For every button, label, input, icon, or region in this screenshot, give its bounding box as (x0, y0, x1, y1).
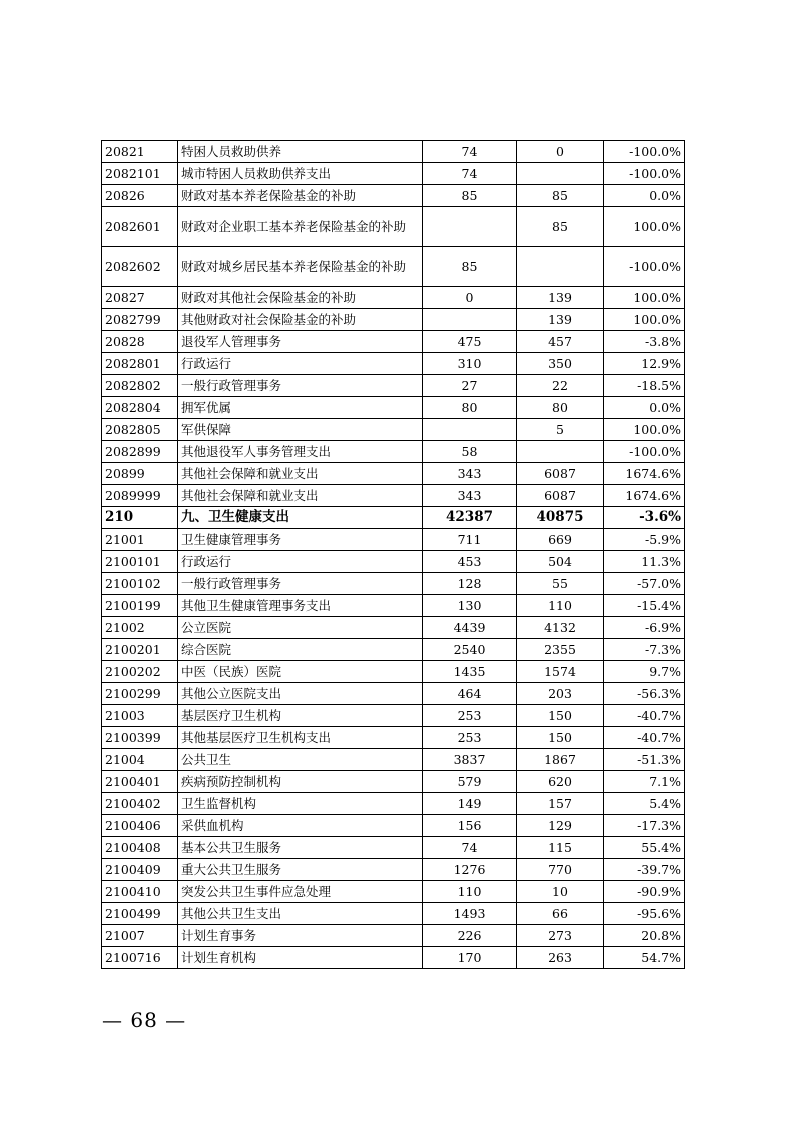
row-name: 财政对企业职工基本养老保险基金的补助 (178, 207, 423, 247)
row-change-pct: -90.9% (604, 881, 685, 903)
row-change-pct: 100.0% (604, 309, 685, 331)
row-name: 基层医疗卫生机构 (178, 705, 423, 727)
row-change-pct: -17.3% (604, 815, 685, 837)
row-value-curr: 4132 (517, 617, 604, 639)
table-row (102, 485, 685, 507)
row-name: 一般行政管理事务 (178, 573, 423, 595)
table-row (102, 925, 685, 947)
row-change-pct: -100.0% (604, 141, 685, 163)
row-name: 城市特困人员救助供养支出 (178, 163, 423, 185)
row-value-prev: 3837 (423, 749, 517, 771)
row-value-prev (423, 309, 517, 331)
row-value-prev: 170 (423, 947, 517, 969)
row-change-pct: 7.1% (604, 771, 685, 793)
row-code: 2082804 (102, 397, 178, 419)
row-code: 20827 (102, 287, 178, 309)
table-row (102, 617, 685, 639)
row-value-curr: 55 (517, 573, 604, 595)
row-code: 2100399 (102, 727, 178, 749)
table-row (102, 837, 685, 859)
table-row (102, 793, 685, 815)
row-value-curr: 6087 (517, 485, 604, 507)
row-change-pct: 11.3% (604, 551, 685, 573)
row-change-pct: -6.9% (604, 617, 685, 639)
row-value-curr: 350 (517, 353, 604, 375)
row-name: 公立医院 (178, 617, 423, 639)
row-change-pct: 1674.6% (604, 463, 685, 485)
row-name: 其他公立医院支出 (178, 683, 423, 705)
table-row (102, 375, 685, 397)
row-value-prev: 74 (423, 141, 517, 163)
table-row (102, 141, 685, 163)
row-value-curr: 457 (517, 331, 604, 353)
row-value-curr: 157 (517, 793, 604, 815)
row-name: 计划生育机构 (178, 947, 423, 969)
row-name: 财政对基本养老保险基金的补助 (178, 185, 423, 207)
row-name: 财政对其他社会保险基金的补助 (178, 287, 423, 309)
table-row (102, 185, 685, 207)
row-value-prev: 0 (423, 287, 517, 309)
row-value-curr: 22 (517, 375, 604, 397)
row-code: 2100201 (102, 639, 178, 661)
row-value-prev: 80 (423, 397, 517, 419)
row-change-pct: 0.0% (604, 185, 685, 207)
row-change-pct: -57.0% (604, 573, 685, 595)
row-code: 2082101 (102, 163, 178, 185)
row-value-curr: 10 (517, 881, 604, 903)
row-change-pct: -40.7% (604, 727, 685, 749)
row-value-prev (423, 207, 517, 247)
table-row (102, 815, 685, 837)
row-code: 2082805 (102, 419, 178, 441)
row-value-prev: 149 (423, 793, 517, 815)
row-change-pct: 1674.6% (604, 485, 685, 507)
row-name: 基本公共卫生服务 (178, 837, 423, 859)
row-value-prev: 74 (423, 163, 517, 185)
row-change-pct: -39.7% (604, 859, 685, 881)
row-value-prev: 310 (423, 353, 517, 375)
row-code: 2100716 (102, 947, 178, 969)
row-change-pct: 5.4% (604, 793, 685, 815)
row-change-pct: -56.3% (604, 683, 685, 705)
row-value-curr: 620 (517, 771, 604, 793)
row-name: 退役军人管理事务 (178, 331, 423, 353)
table-row (102, 683, 685, 705)
row-change-pct: 55.4% (604, 837, 685, 859)
row-value-curr (517, 163, 604, 185)
row-code: 210 (102, 507, 178, 529)
table-row (102, 441, 685, 463)
row-value-curr: 85 (517, 185, 604, 207)
row-code: 21001 (102, 529, 178, 551)
row-value-prev: 253 (423, 705, 517, 727)
row-value-prev: 1276 (423, 859, 517, 881)
row-value-curr: 40875 (517, 507, 604, 529)
row-value-prev: 226 (423, 925, 517, 947)
row-value-prev: 128 (423, 573, 517, 595)
row-code: 2082602 (102, 247, 178, 287)
row-code: 20828 (102, 331, 178, 353)
row-name: 综合医院 (178, 639, 423, 661)
row-code: 21007 (102, 925, 178, 947)
row-value-curr: 85 (517, 207, 604, 247)
row-change-pct: 9.7% (604, 661, 685, 683)
row-change-pct: 12.9% (604, 353, 685, 375)
row-code: 2082799 (102, 309, 178, 331)
row-value-curr: 1867 (517, 749, 604, 771)
row-value-prev: 85 (423, 185, 517, 207)
row-value-curr: 80 (517, 397, 604, 419)
row-value-curr: 203 (517, 683, 604, 705)
row-value-prev: 27 (423, 375, 517, 397)
row-value-curr: 139 (517, 309, 604, 331)
row-name: 其他卫生健康管理事务支出 (178, 595, 423, 617)
table-row (102, 881, 685, 903)
row-code: 2100202 (102, 661, 178, 683)
table-row (102, 207, 685, 247)
row-value-prev: 579 (423, 771, 517, 793)
row-value-curr: 110 (517, 595, 604, 617)
table-row (102, 397, 685, 419)
row-name: 其他公共卫生支出 (178, 903, 423, 925)
row-value-prev (423, 419, 517, 441)
table-row (102, 661, 685, 683)
row-value-prev: 1435 (423, 661, 517, 683)
table-row (102, 287, 685, 309)
row-name: 行政运行 (178, 551, 423, 573)
row-name: 疾病预防控制机构 (178, 771, 423, 793)
table-row (102, 507, 685, 529)
table-row (102, 309, 685, 331)
row-value-prev: 453 (423, 551, 517, 573)
row-code: 2100199 (102, 595, 178, 617)
row-change-pct: -3.8% (604, 331, 685, 353)
row-code: 20821 (102, 141, 178, 163)
table-row (102, 727, 685, 749)
row-code: 2082899 (102, 441, 178, 463)
table-row (102, 771, 685, 793)
budget-table-body (102, 141, 685, 969)
row-value-curr (517, 441, 604, 463)
row-code: 21004 (102, 749, 178, 771)
table-row (102, 947, 685, 969)
row-name: 其他基层医疗卫生机构支出 (178, 727, 423, 749)
row-value-prev: 475 (423, 331, 517, 353)
row-value-curr: 0 (517, 141, 604, 163)
row-name: 一般行政管理事务 (178, 375, 423, 397)
row-value-prev: 85 (423, 247, 517, 287)
row-name: 行政运行 (178, 353, 423, 375)
row-name: 突发公共卫生事件应急处理 (178, 881, 423, 903)
row-code: 2100499 (102, 903, 178, 925)
row-name: 九、卫生健康支出 (178, 507, 423, 529)
row-change-pct: 54.7% (604, 947, 685, 969)
row-value-curr: 150 (517, 727, 604, 749)
table-row (102, 705, 685, 727)
row-value-curr: 504 (517, 551, 604, 573)
row-value-prev: 343 (423, 463, 517, 485)
row-code: 20826 (102, 185, 178, 207)
row-change-pct: -100.0% (604, 247, 685, 287)
row-value-curr: 263 (517, 947, 604, 969)
row-name: 采供血机构 (178, 815, 423, 837)
row-value-prev: 464 (423, 683, 517, 705)
table-row (102, 247, 685, 287)
row-value-prev: 110 (423, 881, 517, 903)
row-value-curr: 129 (517, 815, 604, 837)
row-code: 2100102 (102, 573, 178, 595)
row-change-pct: 100.0% (604, 207, 685, 247)
row-value-prev: 74 (423, 837, 517, 859)
row-code: 2082601 (102, 207, 178, 247)
row-code: 2100408 (102, 837, 178, 859)
row-change-pct: -100.0% (604, 441, 685, 463)
table-row (102, 551, 685, 573)
row-change-pct: 0.0% (604, 397, 685, 419)
row-code: 21002 (102, 617, 178, 639)
row-name: 其他社会保障和就业支出 (178, 485, 423, 507)
row-name: 计划生育事务 (178, 925, 423, 947)
row-value-prev: 2540 (423, 639, 517, 661)
row-value-prev: 253 (423, 727, 517, 749)
table-row (102, 749, 685, 771)
table-row (102, 573, 685, 595)
row-code: 2089999 (102, 485, 178, 507)
row-code: 20899 (102, 463, 178, 485)
table-row (102, 903, 685, 925)
table-row (102, 419, 685, 441)
row-name: 卫生健康管理事务 (178, 529, 423, 551)
row-change-pct: 20.8% (604, 925, 685, 947)
row-value-curr: 770 (517, 859, 604, 881)
row-change-pct: -3.6% (604, 507, 685, 529)
row-change-pct: -40.7% (604, 705, 685, 727)
row-value-curr: 1574 (517, 661, 604, 683)
row-value-curr: 139 (517, 287, 604, 309)
row-value-prev: 343 (423, 485, 517, 507)
row-change-pct: -5.9% (604, 529, 685, 551)
row-value-curr: 2355 (517, 639, 604, 661)
row-value-curr: 669 (517, 529, 604, 551)
row-value-curr: 115 (517, 837, 604, 859)
row-change-pct: -15.4% (604, 595, 685, 617)
budget-table (101, 140, 685, 969)
row-value-curr: 150 (517, 705, 604, 727)
row-change-pct: -18.5% (604, 375, 685, 397)
row-value-curr: 66 (517, 903, 604, 925)
row-value-prev: 58 (423, 441, 517, 463)
row-value-curr: 6087 (517, 463, 604, 485)
row-name: 中医（民族）医院 (178, 661, 423, 683)
row-value-prev: 1493 (423, 903, 517, 925)
row-value-curr: 273 (517, 925, 604, 947)
row-code: 2100409 (102, 859, 178, 881)
row-name: 其他财政对社会保险基金的补助 (178, 309, 423, 331)
row-value-prev: 4439 (423, 617, 517, 639)
row-code: 2100406 (102, 815, 178, 837)
row-code: 2082802 (102, 375, 178, 397)
row-name: 重大公共卫生服务 (178, 859, 423, 881)
row-change-pct: 100.0% (604, 419, 685, 441)
page-number: — 68 — (102, 1008, 187, 1032)
row-value-curr: 5 (517, 419, 604, 441)
row-code: 2100402 (102, 793, 178, 815)
row-name: 卫生监督机构 (178, 793, 423, 815)
table-row (102, 463, 685, 485)
row-value-prev: 156 (423, 815, 517, 837)
table-row (102, 859, 685, 881)
table-row (102, 595, 685, 617)
table-row (102, 639, 685, 661)
row-name: 特困人员救助供养 (178, 141, 423, 163)
row-value-prev: 711 (423, 529, 517, 551)
row-value-curr (517, 247, 604, 287)
row-change-pct: -7.3% (604, 639, 685, 661)
row-change-pct: 100.0% (604, 287, 685, 309)
row-code: 21003 (102, 705, 178, 727)
row-name: 其他社会保障和就业支出 (178, 463, 423, 485)
row-change-pct: -51.3% (604, 749, 685, 771)
row-value-prev: 130 (423, 595, 517, 617)
row-name: 军供保障 (178, 419, 423, 441)
row-code: 2100410 (102, 881, 178, 903)
table-row (102, 353, 685, 375)
row-code: 2082801 (102, 353, 178, 375)
row-code: 2100401 (102, 771, 178, 793)
table-row (102, 163, 685, 185)
row-code: 2100101 (102, 551, 178, 573)
table-row (102, 529, 685, 551)
row-value-prev: 42387 (423, 507, 517, 529)
row-name: 拥军优属 (178, 397, 423, 419)
row-name: 其他退役军人事务管理支出 (178, 441, 423, 463)
row-change-pct: -100.0% (604, 163, 685, 185)
row-code: 2100299 (102, 683, 178, 705)
row-name: 公共卫生 (178, 749, 423, 771)
table-row (102, 331, 685, 353)
row-name: 财政对城乡居民基本养老保险基金的补助 (178, 247, 423, 287)
row-change-pct: -95.6% (604, 903, 685, 925)
